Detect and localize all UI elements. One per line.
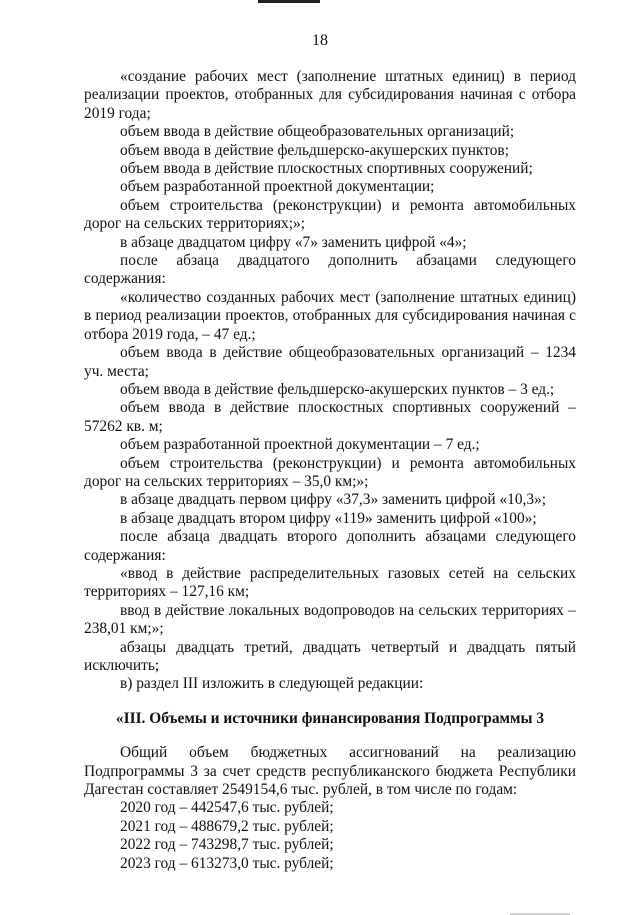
year-amount-line: 2020 год – 442547,6 тыс. рублей; [120,799,334,817]
year-amount-line: 2021 год – 488679,2 тыс. рублей; [120,817,334,835]
paragraph: в абзаце двадцать первом цифру «37,3» заменить цифрой «10,3»; [120,491,547,509]
scan-edge-mark [258,0,320,3]
paragraph: «ввод в действие распределительных газовых сетей на сельских территориях – 127,16 км; [84,564,576,601]
paragraph: в абзаце двадцатом цифру «7» заменить цифрой «4»; [120,233,467,251]
paragraph: объем разработанной проектной документации – 7 ед.; [120,436,480,454]
paragraph: после абзаца двадцатого дополнить абзацами следующего содержания: [84,252,576,288]
paragraph: после абзаца двадцать второго дополнить абзацами следующего содержания: [84,528,576,564]
paragraph: объем ввода в действие фельдшерско-акушерских пунктов; [120,141,509,159]
paragraph: объем ввода в действие общеобразовательных организаций – 1234 уч. места; [84,344,576,380]
paragraph: ввод в действие локальных водопроводов на сельских территориях – 238,01 км;»; [84,601,576,638]
paragraph: в) раздел III изложить в следующей редакции: [120,675,424,693]
paragraph: в абзаце двадцать втором цифру «119» заменить цифрой «100»; [120,509,537,527]
paragraph: «количество созданных рабочих мест (заполнение штатных единиц) в период реализации проектов, отобранных для субсидирования начиная с отбора 2019 года, – 47 ед.; [84,288,576,343]
section-heading: «III. Объемы и источники финансирования Подпрограммы 3 [115,709,545,727]
paragraph: объем ввода в действие фельдшерско-акушерских пунктов – 3 ед.; [120,380,555,398]
paragraph: объем ввода в действие плоскостных спортивных сооружений – 57262 кв. м; [84,399,576,435]
paragraph: «создание рабочих мест (заполнение штатных единиц) в период реализации проектов, отобранных для субсидирования начиная с отбора 2019 года; [84,68,576,122]
year-amount-line: 2023 год – 613273,0 тыс. рублей; [120,854,334,872]
paragraph: абзацы двадцать третий, двадцать четвертый и двадцать пятый исключить; [84,638,576,674]
paragraph: Общий объем бюджетных ассигнований на реализацию Подпрограммы 3 за счет средств республиканского бюджета Республики Дагестан составляет 2549154,6 тыс. рублей, в том числе по годам: [84,744,576,799]
paragraph: объем ввода в действие общеобразовательных организаций; [120,123,515,141]
paragraph: объем разработанной проектной документации; [120,178,435,196]
document-body [84,68,576,873]
year-amount-line: 2022 год – 743298,7 тыс. рублей; [120,836,334,854]
page-number: 18 [312,32,328,49]
paragraph: объем строительства (реконструкции) и ремонта автомобильных дорог на сельских территориях;»; [84,196,576,233]
paragraph: объем ввода в действие плоскостных спортивных сооружений; [120,160,533,178]
paragraph: объем строительства (реконструкции) и ремонта автомобильных дорог на сельских территориях – 35,0 км;»; [84,454,576,490]
